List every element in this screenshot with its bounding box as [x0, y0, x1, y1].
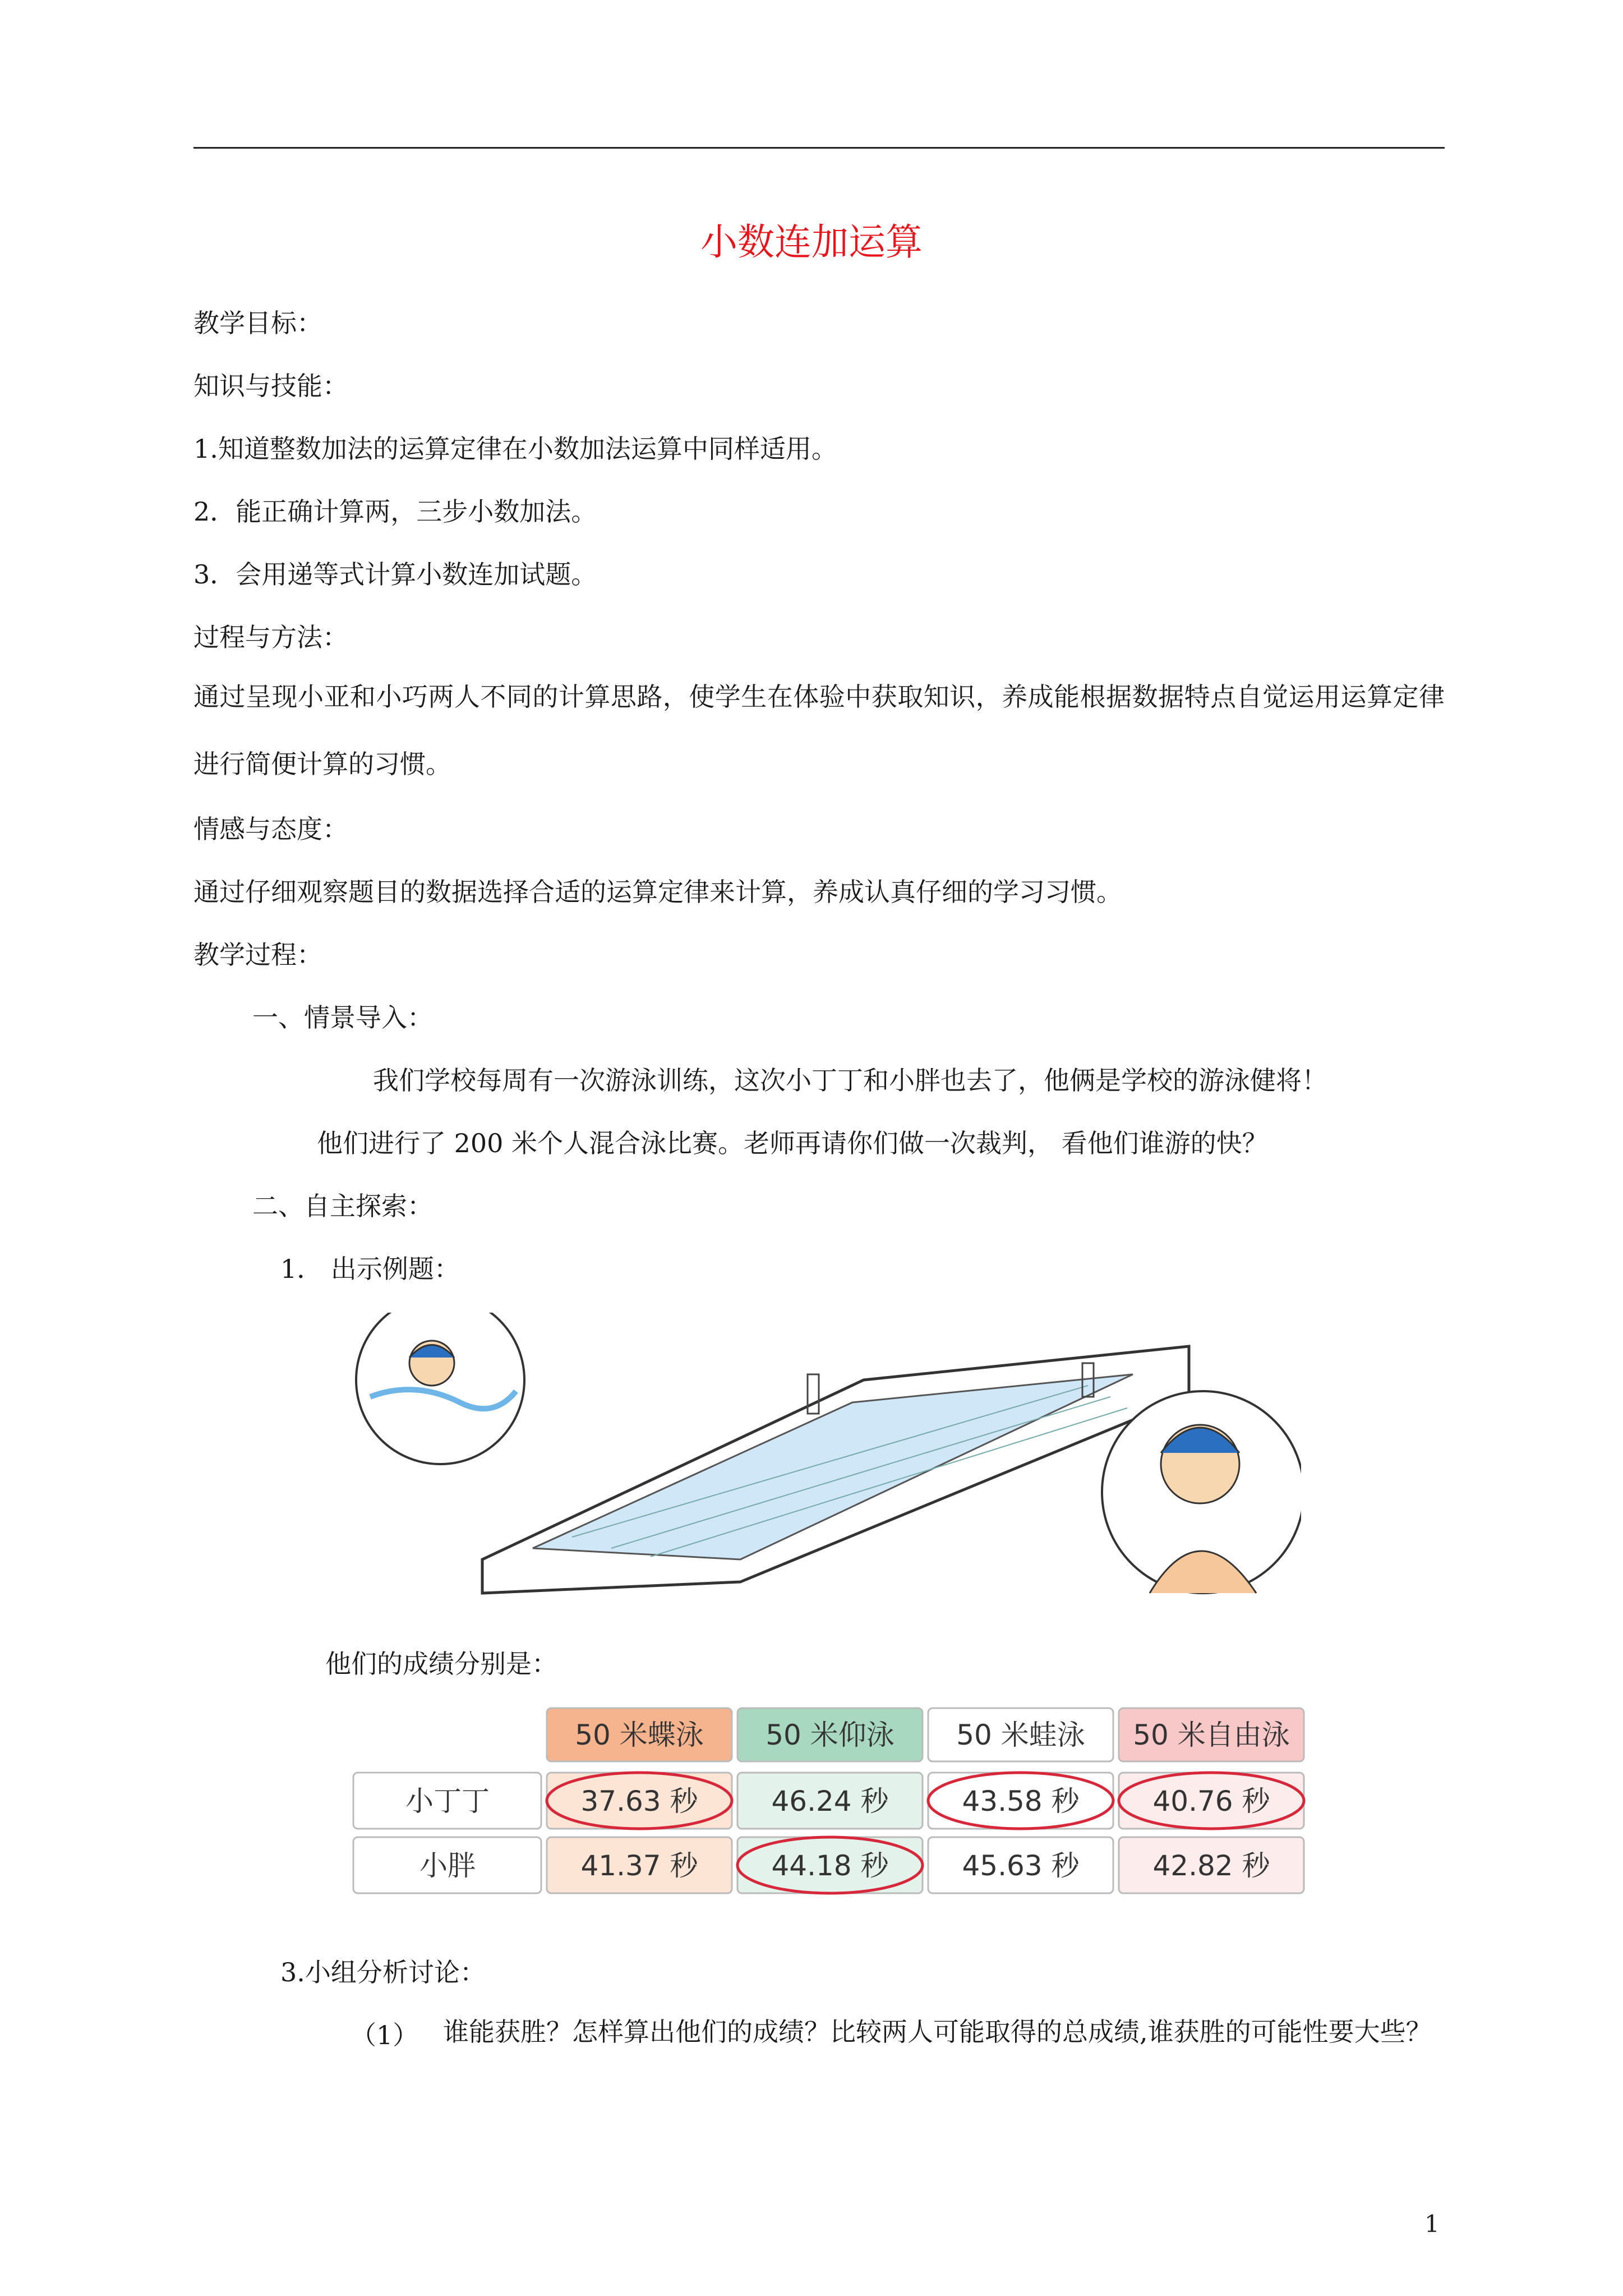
cell-r2-c3: 45.63 秒	[962, 1849, 1080, 1882]
cell-r1-c4: 40.76 秒	[1152, 1785, 1270, 1818]
heading-goals: 教学目标：	[193, 308, 322, 338]
knowledge-item-3: 3．会用递等式计算小数连加试题。	[193, 559, 597, 590]
section-2-item-1: 1． 出示例题：	[280, 1254, 460, 1284]
cell-r2-c4: 42.82 秒	[1152, 1849, 1270, 1882]
emotion-text: 通过仔细观察题目的数据选择合适的运算定律来计算，养成认真仔细的学习习惯。	[193, 877, 1122, 907]
header-backstroke: 50 米仰泳	[766, 1719, 895, 1751]
section-1-text-1: 我们学校每周有一次游泳训练，这次小丁丁和小胖也去了，他俩是学校的游泳健将！	[373, 1065, 1327, 1096]
page-number: 1	[1424, 2210, 1440, 2238]
knowledge-item-1: 1.知道整数加法的运算定律在小数加法运算中同样适用。	[193, 434, 837, 464]
cell-r2-c1: 41.37 秒	[580, 1849, 698, 1882]
header-rule	[193, 147, 1445, 149]
section-2-heading: 二、自主探索：	[252, 1191, 433, 1221]
results-caption: 他们的成绩分别是：	[325, 1649, 557, 1679]
header-freestyle: 50 米自由泳	[1133, 1719, 1290, 1751]
cell-r1-c3: 43.58 秒	[962, 1785, 1080, 1818]
heading-emotion: 情感与态度：	[193, 814, 348, 844]
process-method-text: 通过呈现小亚和小巧两人不同的计算思路，使学生在体验中获取知识，养成能根据数据特点自觉运用运算定律进行简便计算的习惯。	[193, 682, 1445, 779]
heading-teaching-process: 教学过程：	[193, 940, 322, 970]
section-1-heading: 一、情景导入：	[252, 1002, 433, 1033]
heading-process-method: 过程与方法：	[193, 622, 348, 652]
results-table	[348, 1688, 1318, 1913]
page-title: 小数连加运算	[700, 220, 923, 264]
header-breaststroke: 50 米蛙泳	[956, 1719, 1085, 1751]
section-1-text-2: 他们进行了 200 米个人混合泳比赛。老师再请你们做一次裁判， 看他们谁游的快？	[317, 1128, 1268, 1158]
row-name-xiaopang: 小胖	[419, 1849, 476, 1882]
knowledge-item-2: 2．能正确计算两，三步小数加法。	[193, 496, 597, 527]
cell-r1-c2: 46.24 秒	[771, 1785, 889, 1818]
swimming-pool-illustration	[348, 1313, 1301, 1604]
question-1-number: （1）	[351, 2020, 419, 2050]
cell-r1-c1: 37.63 秒	[580, 1785, 698, 1818]
question-1-text: 谁能获胜？怎样算出他们的成绩？比较两人可能取得的总成绩,谁获胜的可能性要大些？	[443, 2017, 1432, 2047]
cell-r2-c2: 44.18 秒	[771, 1849, 889, 1882]
header-butterfly: 50 米蝶泳	[575, 1719, 704, 1751]
row-name-xiaodingding: 小丁丁	[405, 1785, 490, 1818]
heading-knowledge: 知识与技能：	[193, 371, 348, 401]
section-3-heading: 3.小组分析讨论：	[280, 1957, 486, 1987]
